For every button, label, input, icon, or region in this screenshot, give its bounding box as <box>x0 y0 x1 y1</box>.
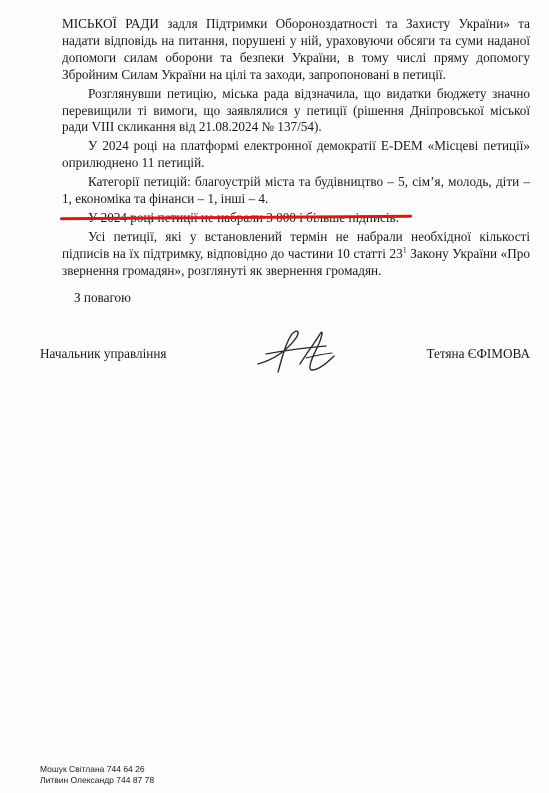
executors-info <box>40 764 154 785</box>
signer-position: Начальник управління <box>40 346 167 361</box>
paragraph-petitions-as-appeals <box>62 229 530 280</box>
paragraph-petition-request: МІСЬКОЇ РАДИ задля Підтримки Обороноздатності та Захисту України» та надати відповідь на питання, порушені у ній, ураховуючи обсяги та суми наданої допомоги силам оборони та безпеки України, в тому числі пряму допомогу Збройним Силам України на цілі та заходи, запропоновані в петиції. <box>62 16 530 82</box>
signer-name: Тетяна ЄФІМОВА <box>426 346 530 361</box>
letter-body <box>62 16 530 282</box>
paragraph-council-review: Розглянувши петицію, міська рада відзначила, що видатки бюджету значно перевищили ті вимоги, що заявлялися у петиції (рішення Дніпровської міської ради VIII скликання від 21.08.2024 № 137/54). <box>62 85 530 135</box>
signature-icon <box>252 324 342 380</box>
superscript: 1 <box>402 245 407 255</box>
executor-line: Литвин Олександр 744 87 78 <box>40 774 155 785</box>
signature-block <box>40 340 530 380</box>
paragraph-text-part-2: Закону України «Про звернення громадян», розглянуті як звернення громадян. <box>62 245 530 278</box>
executor-line: Мошук Світлана 744 64 26 <box>40 764 145 774</box>
greeting: З повагою <box>74 290 131 305</box>
paragraph-text-part-1: Усі петиції, які у встановлений термін не набрали необхідної кількості підписів на їх підтримку, відповідно до частини 10 статті 23 <box>62 228 530 261</box>
paragraph-petition-categories: Категорії петицій: благоустрій міста та будівництво – 5, сім’я, молодь, діти – 1, економіка та фінанси – 1, інші – 4. <box>62 174 530 207</box>
paragraph-edem-published: У 2024 році на платформі електронної демократії E-DEM «Місцеві петиції» оприлюднено 11 петицій. <box>62 138 530 171</box>
